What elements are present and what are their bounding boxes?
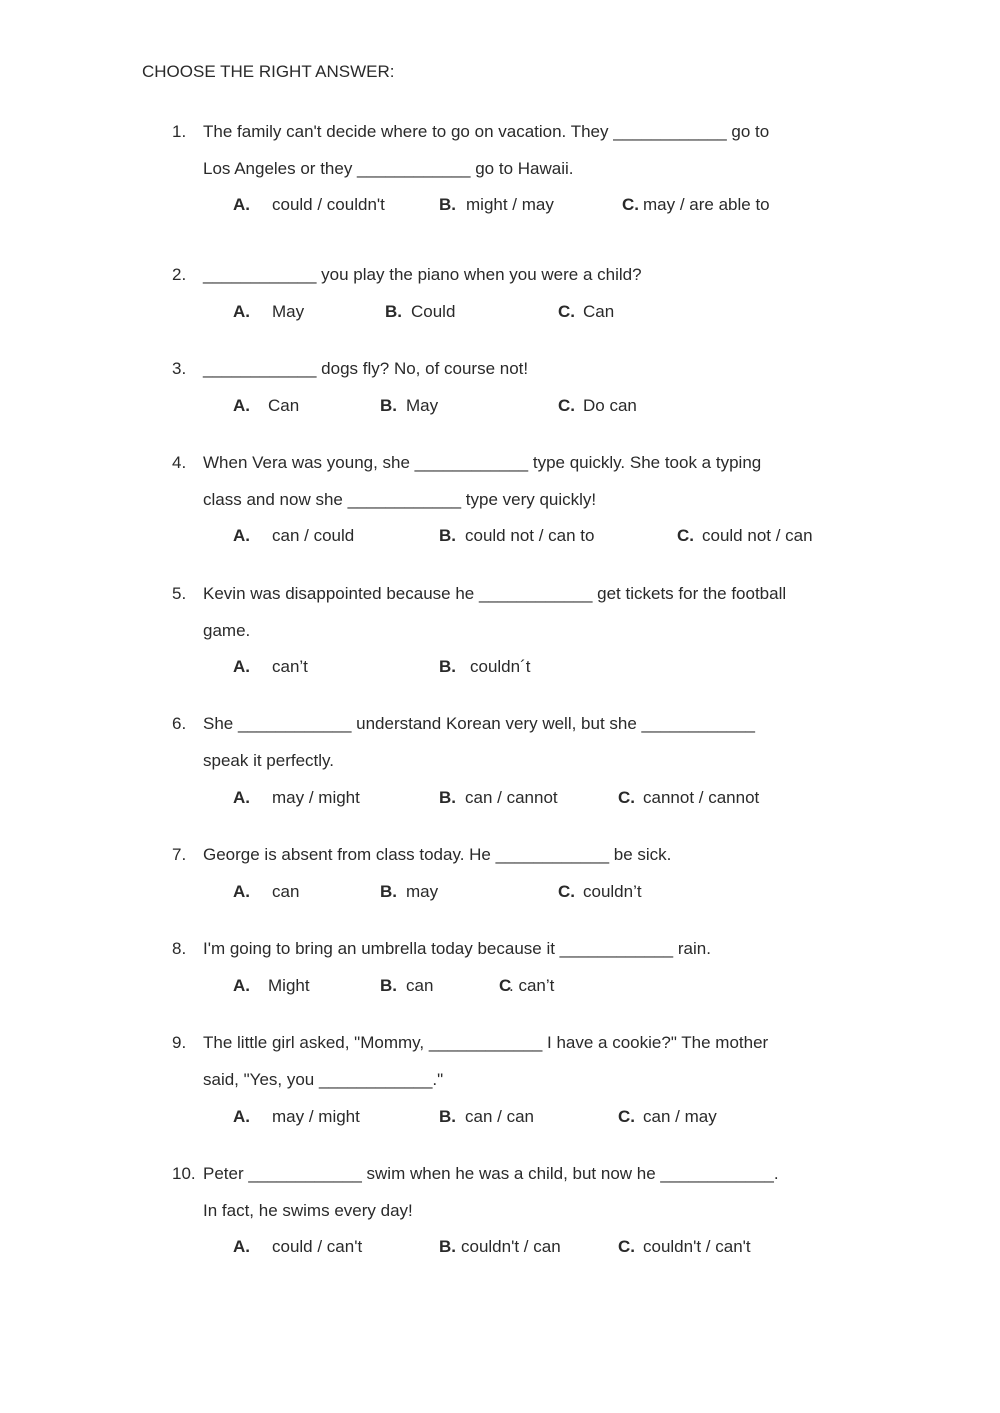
option-letter[interactable]: C. — [558, 302, 575, 321]
question-text: When Vera was young, she ____________ type quickly. She took a typing — [203, 453, 762, 472]
question-text: said, "Yes, you ____________." — [203, 1070, 444, 1089]
option-letter[interactable]: C. — [558, 396, 575, 415]
question-text: I'm going to bring an umbrella today because it ____________ rain. — [203, 939, 711, 958]
question-text: ____________ you play the piano when you were a child? — [203, 265, 642, 284]
option-text[interactable]: could not / can to — [465, 526, 595, 545]
option-text[interactable]: may / are able to — [643, 195, 770, 214]
question-text: ____________ dogs fly? No, of course not! — [203, 359, 529, 378]
question-number: 8. — [172, 939, 187, 958]
option-text[interactable]: cannot / cannot — [643, 788, 760, 807]
question-text: class and now she ____________ type very quickly! — [203, 490, 597, 509]
option-text[interactable]: can / can — [465, 1107, 534, 1126]
question-number: 1. — [172, 122, 187, 141]
question-number: 10. — [172, 1164, 196, 1183]
option-text[interactable]: couldn't / can't — [643, 1237, 751, 1256]
option-text[interactable]: could / couldn't — [272, 195, 385, 214]
option-letter[interactable]: A. — [233, 976, 250, 995]
question-number: 9. — [172, 1033, 187, 1052]
question-number: 5. — [172, 584, 187, 603]
question-number: 4. — [172, 453, 187, 472]
option-letter[interactable]: B. — [380, 976, 397, 995]
option-letter[interactable]: B. — [439, 195, 456, 214]
question-text: The family can't decide where to go on vacation. They ____________ go to — [203, 122, 770, 141]
option-letter[interactable]: B. — [439, 526, 456, 545]
option-letter[interactable]: A. — [233, 195, 250, 214]
question-text: Kevin was disappointed because he ____________ get tickets for the football — [203, 584, 787, 603]
question-text: Los Angeles or they ____________ go to Hawaii. — [203, 159, 574, 178]
option-text[interactable]: Might — [268, 976, 310, 995]
option-letter[interactable]: B. — [439, 657, 456, 676]
question-text: speak it perfectly. — [203, 751, 335, 770]
question-text: George is absent from class today. He ____________ be sick. — [203, 845, 672, 864]
option-letter[interactable]: A. — [233, 396, 250, 415]
option-text[interactable]: can — [272, 882, 300, 901]
option-letter[interactable]: A. — [233, 788, 250, 807]
option-text[interactable]: May — [272, 302, 305, 321]
option-text[interactable]: could / can't — [272, 1237, 363, 1256]
question-text: She ____________ understand Korean very well, but she ____________ — [203, 714, 755, 733]
option-letter[interactable]: B. — [439, 788, 456, 807]
option-text[interactable]: may / might — [272, 1107, 360, 1126]
option-letter[interactable]: C. — [677, 526, 694, 545]
option-text[interactable]: can’t — [272, 657, 308, 676]
option-letter[interactable]: A. — [233, 1107, 250, 1126]
option-letter[interactable]: B. — [385, 302, 402, 321]
option-letter[interactable]: B. — [380, 882, 397, 901]
option-letter[interactable]: A. — [233, 526, 250, 545]
worksheet-title: CHOOSE THE RIGHT ANSWER: — [142, 62, 395, 81]
question-number: 3. — [172, 359, 187, 378]
option-letter[interactable]: C. — [618, 788, 635, 807]
question-number: 2. — [172, 265, 187, 284]
option-text[interactable]: Can — [583, 302, 615, 321]
option-text[interactable]: . can’t — [509, 976, 555, 995]
option-text[interactable]: may — [406, 882, 439, 901]
option-text[interactable]: Do can — [583, 396, 637, 415]
option-text[interactable]: couldn’t — [583, 882, 642, 901]
option-letter[interactable]: C. — [558, 882, 575, 901]
option-letter[interactable]: B. — [439, 1237, 456, 1256]
option-text[interactable]: couldn't / can — [461, 1237, 561, 1256]
option-text[interactable]: can — [406, 976, 434, 995]
question-text: In fact, he swims every day! — [203, 1201, 413, 1220]
option-text[interactable]: May — [406, 396, 439, 415]
option-text[interactable]: could not / can — [702, 526, 813, 545]
question-text: game. — [203, 621, 251, 640]
option-letter[interactable]: C — [499, 976, 512, 995]
option-letter[interactable]: A. — [233, 1237, 250, 1256]
option-letter[interactable]: A. — [233, 657, 250, 676]
option-text[interactable]: can / may — [643, 1107, 717, 1126]
option-text[interactable]: can / cannot — [465, 788, 558, 807]
option-text[interactable]: can / could — [272, 526, 355, 545]
question-number: 7. — [172, 845, 187, 864]
question-number: 6. — [172, 714, 187, 733]
option-letter[interactable]: A. — [233, 302, 250, 321]
question-text: Peter ____________ swim when he was a child, but now he ____________. — [203, 1164, 779, 1183]
question-text: The little girl asked, "Mommy, ____________ I have a cookie?" The mother — [203, 1033, 769, 1052]
option-text[interactable]: might / may — [466, 195, 554, 214]
option-text[interactable]: couldn´t — [470, 657, 531, 676]
option-letter[interactable]: A. — [233, 882, 250, 901]
option-text[interactable]: Could — [411, 302, 456, 321]
option-text[interactable]: Can — [268, 396, 300, 415]
option-letter[interactable]: C. — [622, 195, 639, 214]
option-letter[interactable]: C. — [618, 1237, 635, 1256]
option-text[interactable]: may / might — [272, 788, 360, 807]
option-letter[interactable]: C. — [618, 1107, 635, 1126]
option-letter[interactable]: B. — [439, 1107, 456, 1126]
option-letter[interactable]: B. — [380, 396, 397, 415]
